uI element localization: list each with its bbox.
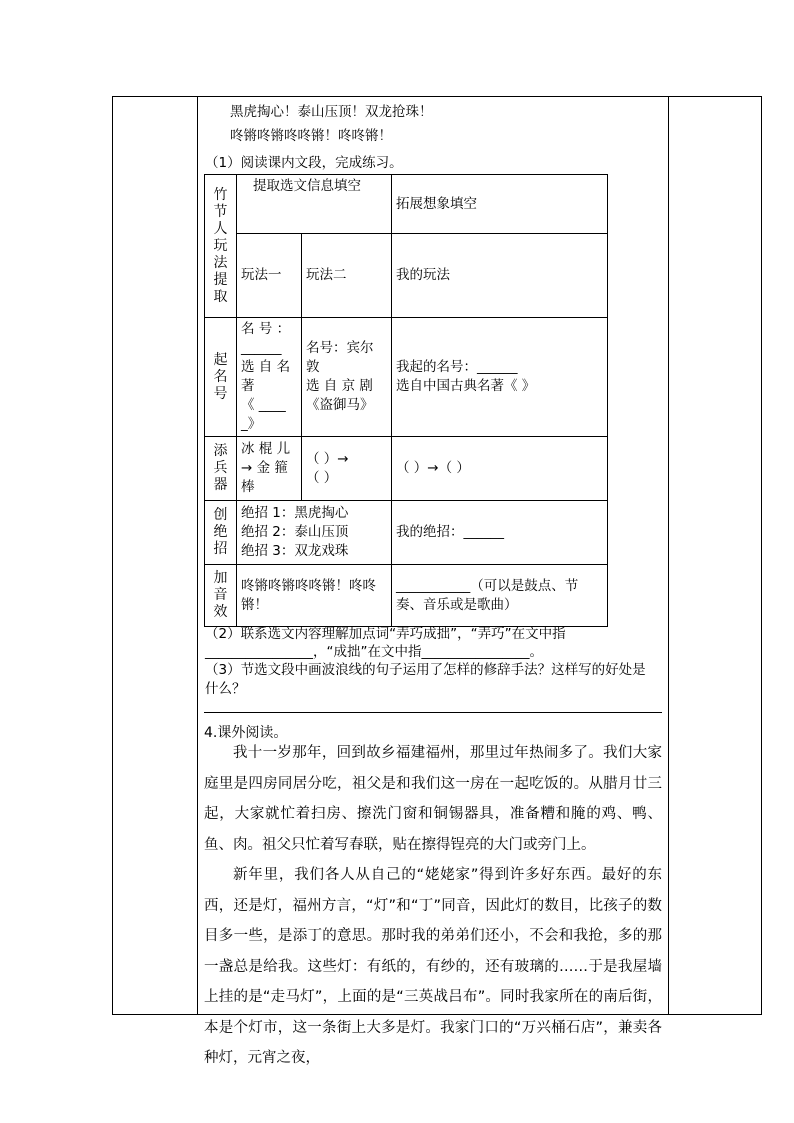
passage-paragraph: 我十一岁那年，回到故乡福建福州，那里过年热闹多了。我们大家庭里是四房同居分吃，祖父是和我们这一房在一起吃饭的。从腊月廿三起，大家就忙着扫房、擦洗门窗和铜锡器具，准备糟和腌的鸡、鸭、鱼、肉。祖父只忙着写春联，贴在擦得锃亮的大门或旁门上。 <box>204 745 662 853</box>
cell-ab: 绝招 1：黑虎掏心 绝招 2：泰山压顶 绝招 3：双龙戏珠 <box>237 501 392 565</box>
cell-a: 名 号 ： ______ 选 自 名 著 《 ____ _》 <box>237 318 302 437</box>
sub-header-a: 玩法一 <box>237 234 302 318</box>
row-label: 起 名 号 <box>205 318 237 437</box>
right-column-divider <box>668 96 669 1015</box>
reading-passage <box>204 738 662 1074</box>
row-label: 添 兵 器 <box>205 437 237 501</box>
cell-c: （ ）→（ ） <box>392 437 608 501</box>
question-1: （1）阅读课内文段，完成练习。 <box>205 155 403 171</box>
question-2-line-1: （2）联系选文内容理解加点词“弄巧成拙”，“弄巧”在文中指 <box>205 626 566 642</box>
sub-header-c: 我的玩法 <box>392 234 608 318</box>
question-3-line-1: （3）节选文段中画波浪线的句子运用了怎样的修辞手法？这样写的好处是 <box>205 662 646 678</box>
question-2-line-2: ________________，“成拙”在文中指________________。 <box>205 644 543 660</box>
header-vertical-cell: 竹 节 人 玩 法 提 取 <box>205 175 237 318</box>
cell-b: （ ）→ （ ） <box>302 437 392 501</box>
cell-ab: 咚锵咚锵咚咚锵！咚咚 锵！ <box>237 565 392 627</box>
passage-paragraph: 新年里，我们各人从自己的“姥姥家”得到许多好东西。最好的东西，还是灯，福州方言，“灯”和“丁”同音，因此灯的数目，比孩子的数目多一些，是添丁的意思。那时我的弟弟们还小，不会和我抢，多的那一盏总是给我。这些灯：有纸的，有纱的，还有玻璃的……于是我屋墙上挂的是“走马灯”，上面的是“三英战吕布”。同时我家所在的南后街，本是个灯市，这一条街上大多是灯。我家门口的“万兴桶石店”，兼卖各种灯，元宵之夜， <box>204 867 662 1066</box>
quote-line-1: 黑虎掏心！泰山压顶！双龙抢珠！ <box>230 104 433 120</box>
quote-line-2: 咚锵咚锵咚咚锵！咚咚锵！ <box>230 128 392 144</box>
cell-c: 我的绝招：______ <box>392 501 608 565</box>
cell-b: 名号：宾尔 敦 选 自 京 剧 《盗御马》 <box>302 318 392 437</box>
worksheet-table <box>204 174 608 627</box>
cell-c: ___________（可以是鼓点、节 奏、音乐或是歌曲） <box>392 565 608 627</box>
col-expand-header: 拓展想象填空 <box>392 175 608 234</box>
col-extract-header: 提取选文信息填空 <box>237 175 392 234</box>
cell-a: 冰 棍 儿 → 金 箍 棒 <box>237 437 302 501</box>
sub-header-b: 玩法二 <box>302 234 392 318</box>
row-label: 创 绝 招 <box>205 501 237 565</box>
row-label: 加 音 效 <box>205 565 237 627</box>
section-4-title: 4.课外阅读。 <box>204 725 288 741</box>
left-column-divider <box>197 96 198 1015</box>
answer-line <box>204 712 662 713</box>
cell-c: 我起的名号：______ 选自中国古典名著《 》 <box>392 318 608 437</box>
question-3-line-2: 什么？ <box>205 681 246 697</box>
